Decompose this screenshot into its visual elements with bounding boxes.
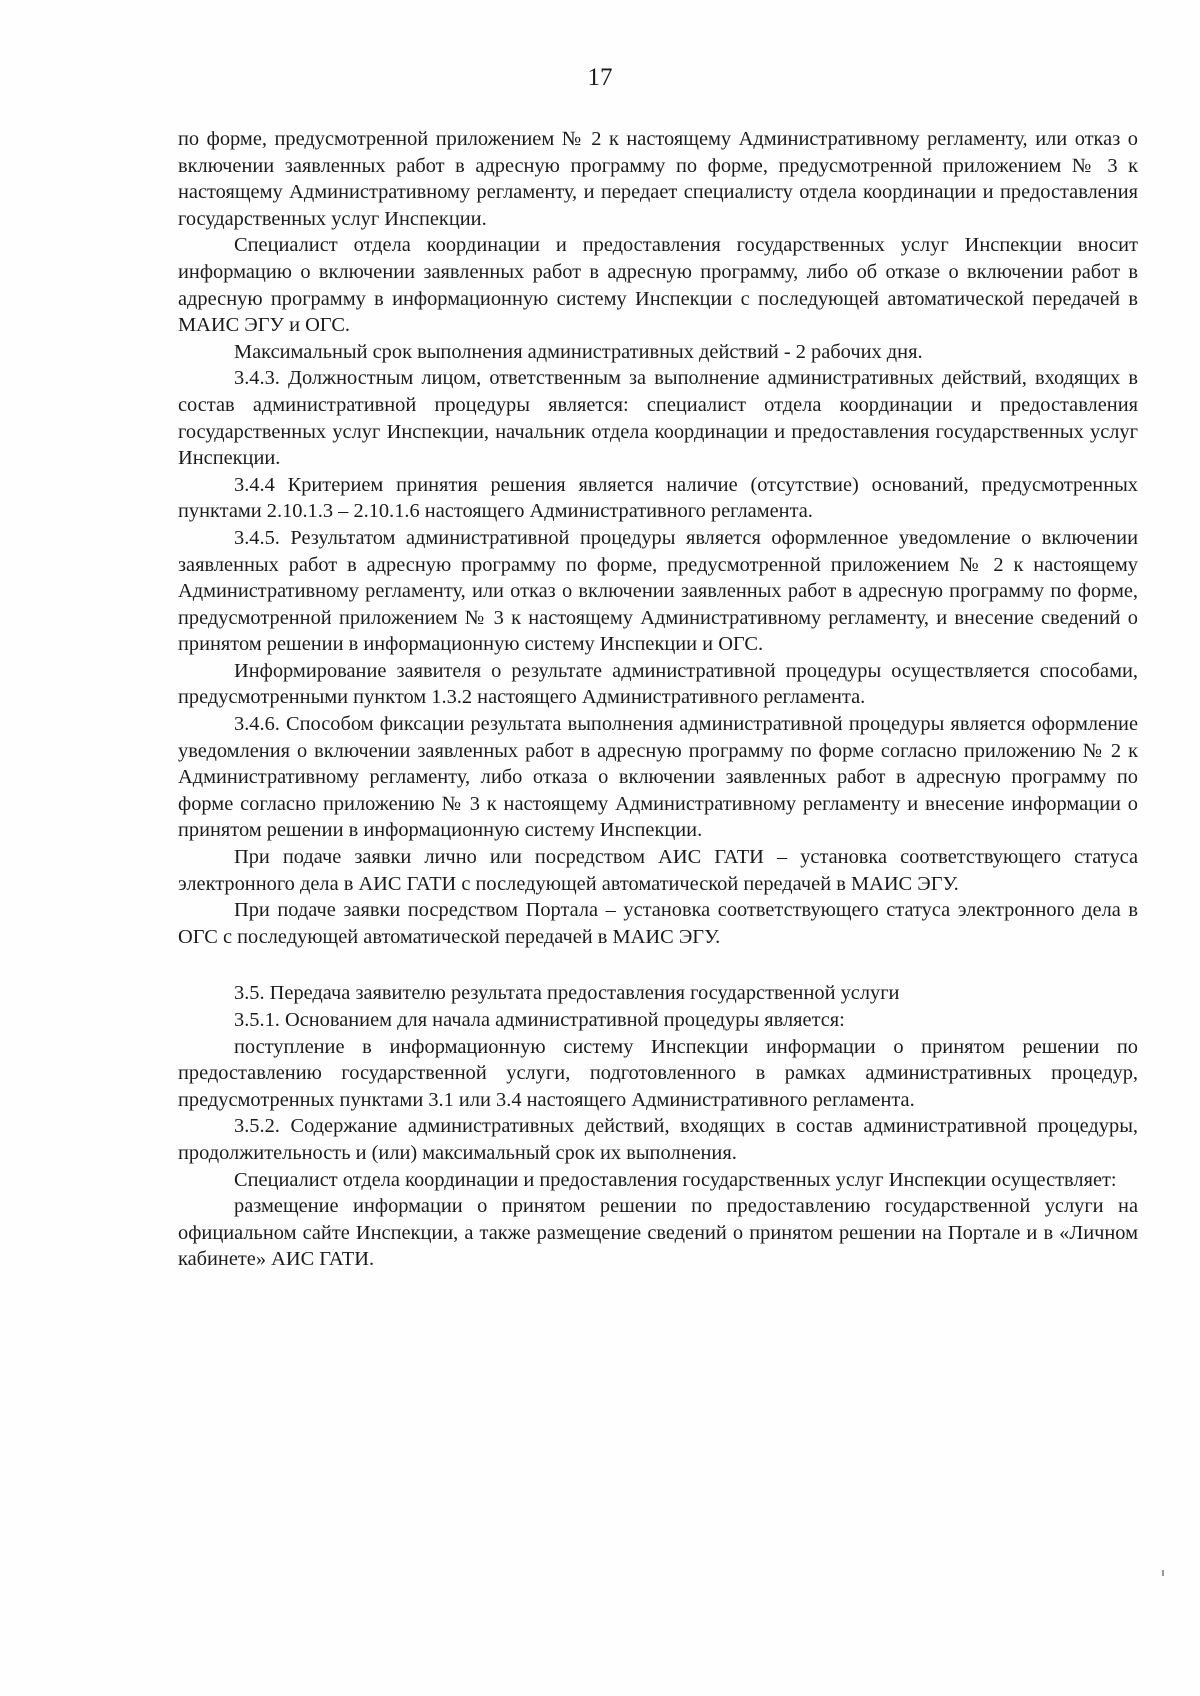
paragraph: Специалист отдела координации и предоставления государственных услуг Инспекции вносит информацию о включении заявленных работ в адресную программу, либо об отказе о включении работ в адресную программу в информационную систему Инспекции с последующей автоматической передачей в МАИС ЭГУ и ОГС. — [178, 234, 1138, 337]
paragraph: 3.4.5. Результатом административной процедуры является оформленное уведомление о включении заявленных работ в адресную программу по форме, предусмотренной приложением № 2 к настоящему Административному регламенту, или отказ о включении заявленных работ в адресную программу по форме, предусмотренной приложением № 3 к настоящему Административному регламенту, и внесение сведений о принятом решении в информационную систему Инспекции и ОГС. — [178, 526, 1138, 656]
paragraph: При подаче заявки лично или посредством АИС ГАТИ – установка соответствующего статуса электронного дела в АИС ГАТИ с последующей автоматической передачей в МАИС ЭГУ. — [178, 846, 1138, 895]
paragraph: 3.5.1. Основанием для начала административной процедуры является: — [234, 1009, 845, 1031]
paragraph: Специалист отдела координации и предоставления государственных услуг Инспекции осуществляет: — [234, 1168, 1117, 1191]
paragraph: поступление в информационную систему Инспекции информации о принятом решении по предоставлению государственной услуги, подготовленного в рамках административных процедур, предусмотренных пунктами 3.1 или 3.4 настоящего Административного регламента. — [178, 1035, 1138, 1111]
paragraph: по форме, предусмотренной приложением № 2 к настоящему Административному регламенту, или отказ о включении заявленных работ в адресную программу по форме, предусмотренной приложением № 3 к настоящему Административному регламенту, и передает специалисту отдела координации и предоставления государственных услуг Инспекции. — [178, 128, 1138, 230]
paragraph: Информирование заявителя о результате административной процедуры осуществляется способами, предусмотренными пунктом 1.3.2 настоящего Административного регламента. — [178, 659, 1138, 709]
paragraph: 3.4.4 Критерием принятия решения является наличие (отсутствие) оснований, предусмотренных пунктами 2.10.1.3 – 2.10.1.6 настоящего Административного регламента. — [178, 473, 1138, 523]
paragraph: 3.4.3. Должностным лицом, ответственным за выполнение административных действий, входящих в состав административной процедуры является: специалист отдела координации и предоставления государственных услуг Инспекции, начальник отдела координации и предоставления государственных услуг Инспекции. — [178, 367, 1138, 470]
scan-artifact — [1162, 1570, 1164, 1576]
paragraph: размещение информации о принятом решении по предоставлению государственной услуги на официальном сайте Инспекции, а также размещение сведений о принятом решении на Портале и в «Личном кабинете» АИС ГАТИ. — [178, 1195, 1138, 1271]
paragraph: 3.5.2. Содержание административных действий, входящих в состав административной процедуры, продолжительность и (или) максимальный срок их выполнения. — [178, 1115, 1138, 1164]
paragraph: При подаче заявки посредством Портала – установка соответствующего статуса электронного дела в ОГС с последующей автоматической передачей в МАИС ЭГУ. — [178, 899, 1138, 948]
page-number: 17 — [587, 64, 613, 91]
document-body — [178, 126, 1138, 1273]
paragraph: Максимальный срок выполнения административных действий - 2 рабочих дня. — [234, 340, 923, 363]
section-heading: 3.5. Передача заявителю результата предоставления государственной услуги — [234, 982, 900, 1005]
paragraph: 3.4.6. Способом фиксации результата выполнения административной процедуры является оформление уведомления о включении заявленных работ в адресную программу по форме согласно приложению № 2 к Административному регламенту, либо отказа о включении заявленных работ в адресную программу по форме согласно приложению № 3 к настоящему Административному регламенту и внесение информации о принятом решении в информационную систему Инспекции. — [178, 713, 1138, 842]
